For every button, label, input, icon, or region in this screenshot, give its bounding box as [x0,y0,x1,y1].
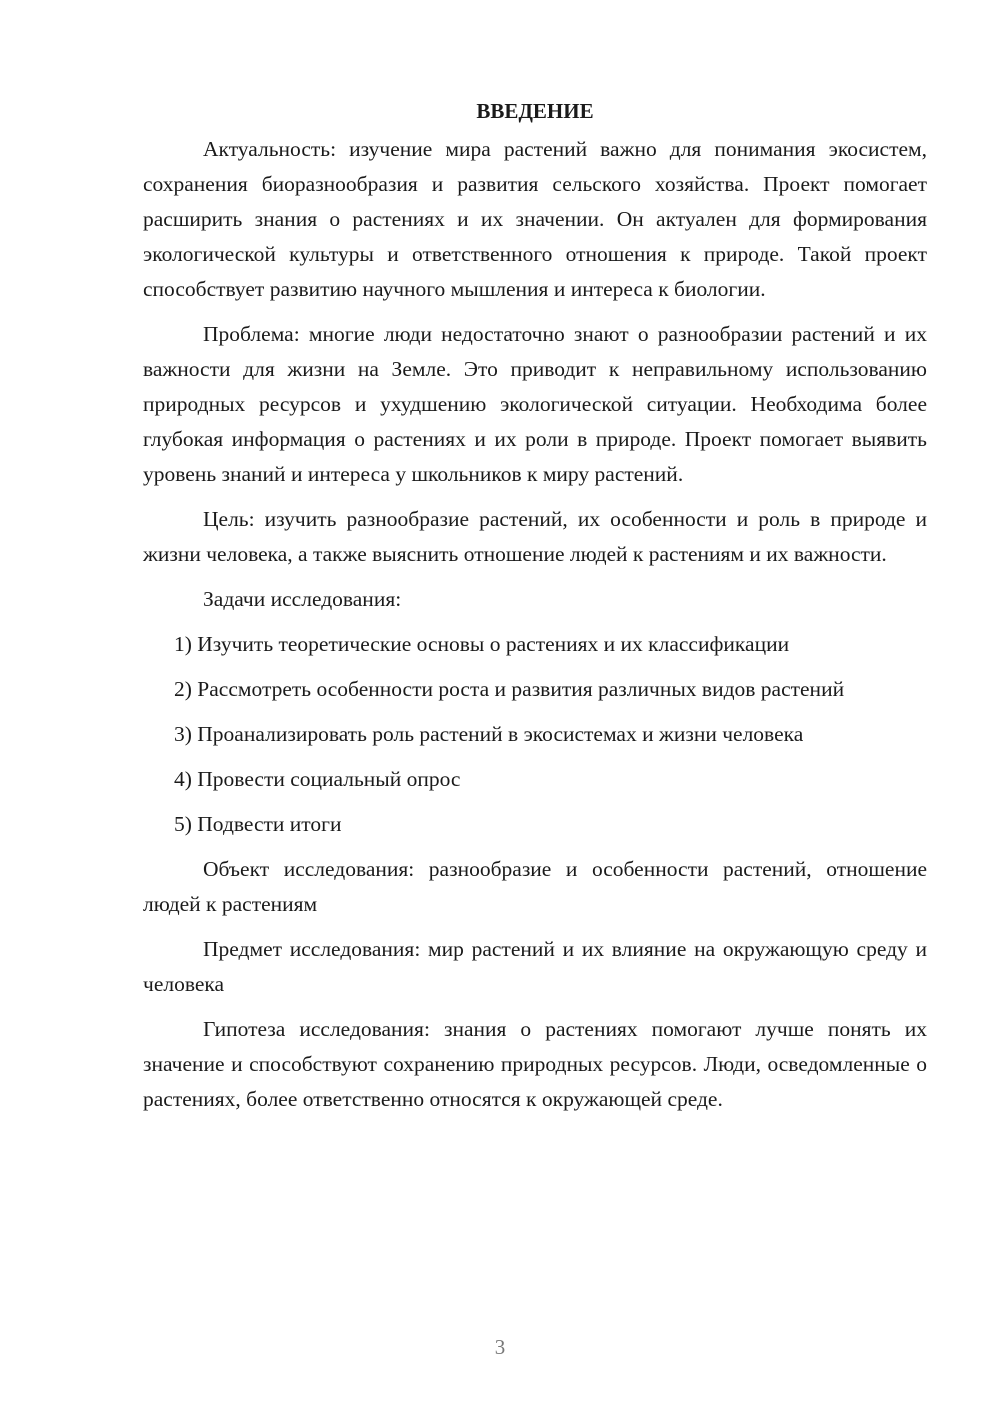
task-item-4: 4) Провести социальный опрос [174,767,461,791]
paragraph-subject: Предмет исследования: мир растений и их влияние на окружающую среду и человека [143,937,927,996]
paragraph-object: Объект исследования: разнообразие и особенности растений, отношение людей к растениям [143,857,927,916]
paragraph-relevance: Актуальность: изучение мира растений важно для понимания экосистем, сохранения биоразнообразия и развития сельского хозяйства. Проект помогает расширить знания о растениях и их значении. Он актуален для формирования экологической культуры и ответственного отношения к природе. Такой проект способствует развитию научного мышления и интереса к биологии. [143,137,927,301]
task-item-1: 1) Изучить теоретические основы о растениях и их классификации [174,632,790,656]
task-item-5: 5) Подвести итоги [174,812,342,836]
document-page [143,96,927,1127]
paragraph-problem: Проблема: многие люди недостаточно знают о разнообразии растений и их важности для жизни на Земле. Это приводит к неправильному использованию природных ресурсов и ухудшению экологической ситуации. Необходима более глубокая информация о растениях и их роли в природе. Проект помогает выявить уровень знаний и интереса у школьников к миру растений. [143,322,927,486]
task-item-2: 2) Рассмотреть особенности роста и развития различных видов растений [174,677,845,701]
paragraph-goal: Цель: изучить разнообразие растений, их особенности и роль в природе и жизни человека, а также выяснить отношение людей к растениям и их важности. [143,507,927,566]
paragraph-tasks-heading: Задачи исследования: [203,587,402,611]
paragraph-hypothesis: Гипотеза исследования: знания о растениях помогают лучше понять их значение и способствуют сохранению природных ресурсов. Люди, осведомленные о растениях, более ответственно относятся к окружающей среде. [143,1017,927,1111]
section-title: ВВЕДЕНИЕ [476,99,594,123]
task-item-3: 3) Проанализировать роль растений в экосистемах и жизни человека [174,722,804,746]
page-number: 3 [494,1335,506,1359]
